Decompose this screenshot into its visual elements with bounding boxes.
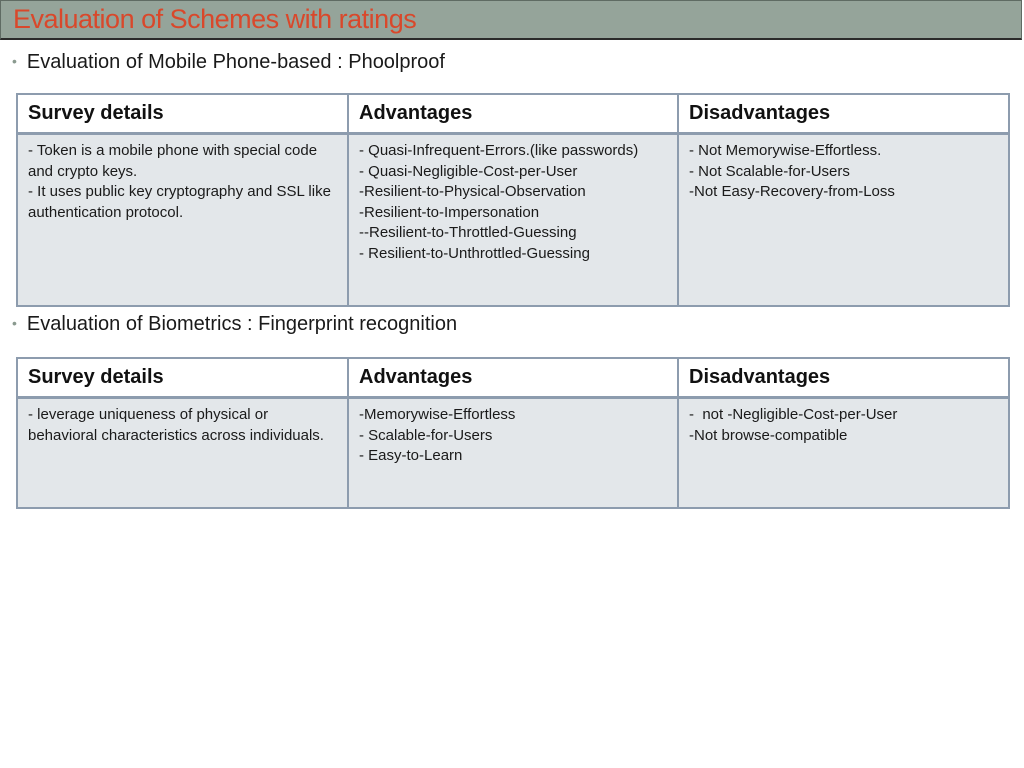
- advantage-line: - Quasi-Negligible-Cost-per-User: [359, 162, 578, 180]
- bullet-dot-icon: •: [12, 53, 17, 69]
- disadvantages-cell: [678, 134, 1009, 306]
- survey-detail-line: - It uses public key cryptography and SSL like authentication protocol.: [28, 183, 331, 221]
- table-row: [17, 134, 1009, 306]
- section-2-heading: Evaluation of Biometrics : Fingerprint recognition: [26, 313, 458, 335]
- section-1-bullet: [12, 51, 445, 74]
- header-advantages: Advantages: [348, 358, 678, 398]
- advantage-line: -Memorywise-Effortless: [359, 406, 516, 423]
- phoolproof-table: [16, 93, 1010, 307]
- disadvantage-line: - Not Scalable-for-Users: [689, 162, 850, 180]
- disadvantage-line: - Not Memorywise-Effortless.: [689, 142, 882, 159]
- advantage-line: - Scalable-for-Users: [359, 426, 493, 444]
- advantage-line: -Resilient-to-Impersonation: [359, 203, 540, 221]
- header-survey-details: Survey details: [17, 358, 348, 398]
- advantage-line: - Quasi-Infrequent-Errors.(like passwords): [359, 142, 639, 159]
- disadvantage-line: -Not browse-compatible: [689, 426, 848, 444]
- header-disadvantages: Disadvantages: [678, 358, 1009, 398]
- survey-details-cell: [17, 398, 348, 508]
- table-header-row: [17, 358, 1009, 398]
- advantages-cell: [348, 134, 678, 306]
- survey-detail-line: - leverage uniqueness of physical or behavioral characteristics across individuals.: [28, 406, 324, 444]
- survey-details-cell: [17, 134, 348, 306]
- section-2-bullet: [12, 313, 457, 336]
- header-survey-details: Survey details: [17, 94, 348, 134]
- advantage-line: -Resilient-to-Physical-Observation: [359, 183, 586, 200]
- bullet-dot-icon: •: [12, 315, 17, 331]
- disadvantage-line: - not -Negligible-Cost-per-User: [689, 406, 898, 423]
- advantages-cell: [348, 398, 678, 508]
- section-1-heading: Evaluation of Mobile Phone-based : Phoolproof: [26, 51, 445, 73]
- header-advantages: Advantages: [348, 94, 678, 134]
- advantage-line: --Resilient-to-Throttled-Guessing: [359, 224, 577, 241]
- advantage-line: - Resilient-to-Unthrottled-Guessing: [359, 244, 590, 262]
- biometrics-table: [16, 357, 1010, 509]
- advantage-line: - Easy-to-Learn: [359, 447, 463, 464]
- disadvantages-cell: [678, 398, 1009, 508]
- table-header-row: [17, 94, 1009, 134]
- disadvantage-line: -Not Easy-Recovery-from-Loss: [689, 183, 895, 200]
- survey-detail-line: - Token is a mobile phone with special code and crypto keys.: [28, 142, 318, 180]
- table-row: [17, 398, 1009, 508]
- header-disadvantages: Disadvantages: [678, 94, 1009, 134]
- title-bar: [0, 0, 1022, 40]
- slide-title: Evaluation of Schemes with ratings: [13, 4, 417, 34]
